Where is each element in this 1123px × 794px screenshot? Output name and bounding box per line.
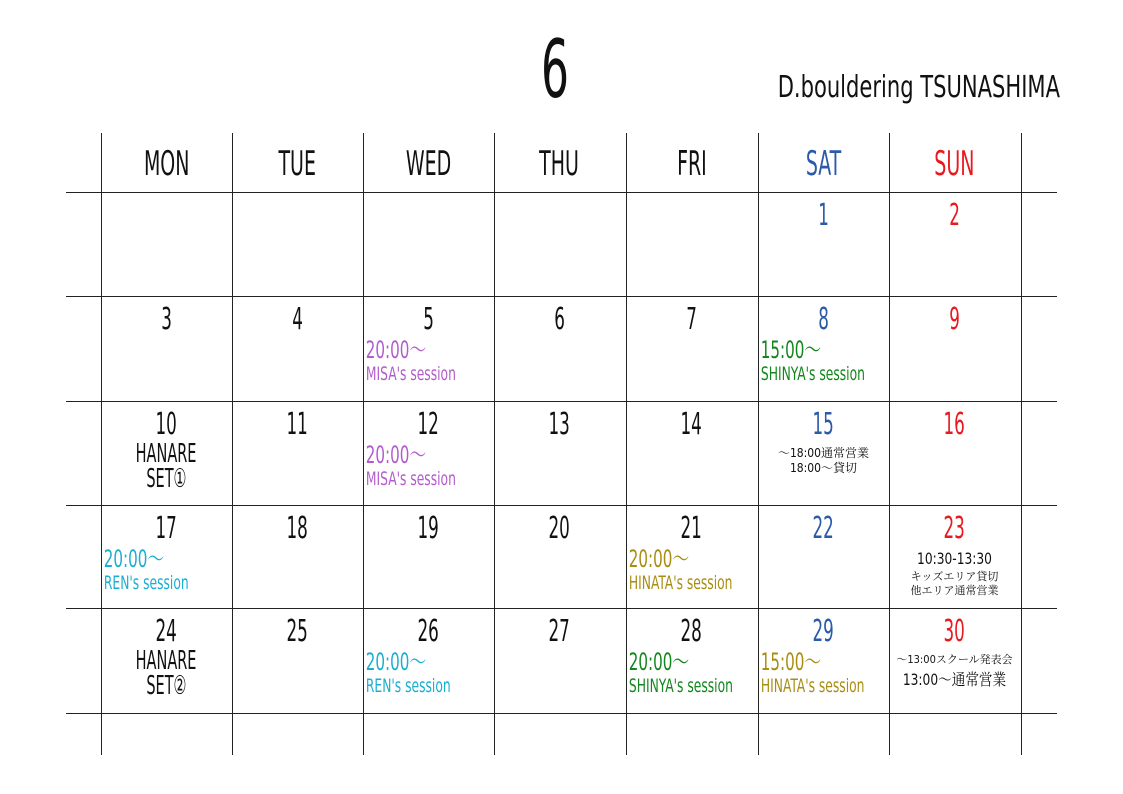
- event-time: 20:00～: [103, 545, 165, 573]
- day-cell-21: [626, 506, 757, 611]
- day-number: 19: [417, 511, 440, 546]
- month-number: 6: [541, 23, 569, 116]
- event-time: 15:00～: [760, 648, 822, 676]
- day-number: 13: [548, 407, 571, 442]
- day-cell-11: [232, 402, 363, 507]
- day-cell-22: [758, 506, 889, 611]
- day-number: 9: [949, 302, 960, 337]
- day-cell-6: [494, 297, 625, 402]
- day-cell-12: [363, 402, 494, 507]
- event-session: SHINYA's session: [628, 675, 733, 697]
- event-time: 20:00～: [628, 648, 690, 676]
- event-time: 20:00～: [365, 336, 427, 364]
- day-number: 29: [812, 614, 835, 649]
- day-number: 17: [155, 511, 178, 546]
- day-cell-13: [494, 402, 625, 507]
- day-number: 5: [423, 302, 434, 337]
- day-number: 4: [292, 302, 303, 337]
- hanare-label: HANARE: [136, 646, 197, 676]
- day-cell-20: [494, 506, 625, 611]
- day-cell-4: [232, 297, 363, 402]
- day-note: 18:00～貸切: [789, 461, 858, 475]
- weekday-tue: TUE: [278, 144, 317, 184]
- day-cell-19: [363, 506, 494, 611]
- gym-name: D.bouldering TSUNASHIMA: [777, 70, 1060, 105]
- event-session: SHINYA's session: [760, 363, 865, 385]
- event-time: 20:00～: [628, 545, 690, 573]
- day-number: 15: [812, 407, 835, 442]
- day-number: 7: [686, 302, 697, 337]
- day-number: 30: [943, 614, 966, 649]
- day-number: 14: [680, 407, 703, 442]
- day-number: 1: [818, 198, 829, 233]
- day-note: ～13:00スクール発表会: [896, 653, 1013, 666]
- day-number: 18: [286, 511, 309, 546]
- event-session: REN's session: [365, 675, 451, 697]
- day-number: 25: [286, 614, 309, 649]
- weekday-mon: MON: [143, 144, 190, 184]
- day-number: 23: [943, 511, 966, 546]
- day-number: 24: [155, 614, 178, 649]
- event-session: HINATA's session: [760, 675, 865, 697]
- event-time: 15:00～: [760, 336, 822, 364]
- day-number: 10: [155, 407, 178, 442]
- day-cell-24: [101, 609, 232, 714]
- weekday-wed: WED: [405, 144, 452, 184]
- hanare-label: HANARE: [136, 439, 197, 469]
- event-time: 20:00～: [365, 441, 427, 469]
- event-time: 20:00～: [365, 648, 427, 676]
- day-number: 11: [286, 407, 309, 442]
- day-cell-17: [101, 506, 232, 611]
- day-cell-14: [626, 402, 757, 507]
- day-number: 8: [818, 302, 829, 337]
- day-cell-25: [232, 609, 363, 714]
- day-number: 22: [812, 511, 835, 546]
- day-cell-3: [101, 297, 232, 402]
- weekday-thu: THU: [539, 144, 580, 184]
- day-cell-29: [758, 609, 889, 714]
- day-cell-28: [626, 609, 757, 714]
- day-cell-5: [363, 297, 494, 402]
- day-number: 28: [680, 614, 703, 649]
- day-cell-7: [626, 297, 757, 402]
- grid-line: [1021, 133, 1022, 755]
- weekday-sat: SAT: [805, 144, 842, 184]
- day-cell-1: [758, 193, 889, 298]
- day-cell-2: [889, 193, 1020, 298]
- hanare-set: SET①: [146, 464, 187, 494]
- day-cell-26: [363, 609, 494, 714]
- day-note: 13:00～通常営業: [902, 670, 1007, 689]
- day-cell-18: [232, 506, 363, 611]
- day-cell-10: [101, 402, 232, 507]
- day-number: 16: [943, 407, 966, 442]
- day-number: 26: [417, 614, 440, 649]
- day-number: 2: [949, 198, 960, 233]
- day-cell-16: [889, 402, 1020, 507]
- day-cell-8: [758, 297, 889, 402]
- weekday-sun: SUN: [934, 144, 975, 184]
- day-note: キッズエリア貸切: [910, 570, 999, 583]
- day-number: 6: [554, 302, 565, 337]
- event-session: MISA's session: [365, 468, 456, 490]
- day-cell-9: [889, 297, 1020, 402]
- hanare-set: SET②: [146, 671, 187, 701]
- day-note: 10:30-13:30: [917, 549, 992, 568]
- day-number: 21: [680, 511, 703, 546]
- day-cell-27: [494, 609, 625, 714]
- day-note: ～18:00通常営業: [777, 446, 870, 460]
- event-session: REN's session: [103, 572, 189, 594]
- event-session: HINATA's session: [628, 572, 733, 594]
- day-number: 20: [548, 511, 571, 546]
- day-note: 他エリア通常営業: [910, 584, 999, 597]
- day-cell-30: [889, 609, 1020, 714]
- day-number: 27: [548, 614, 571, 649]
- day-cell-23: [889, 506, 1020, 611]
- event-session: MISA's session: [365, 363, 456, 385]
- day-number: 12: [417, 407, 440, 442]
- day-cell-15: [758, 402, 889, 507]
- day-number: 3: [161, 302, 172, 337]
- weekday-fri: FRI: [676, 144, 707, 184]
